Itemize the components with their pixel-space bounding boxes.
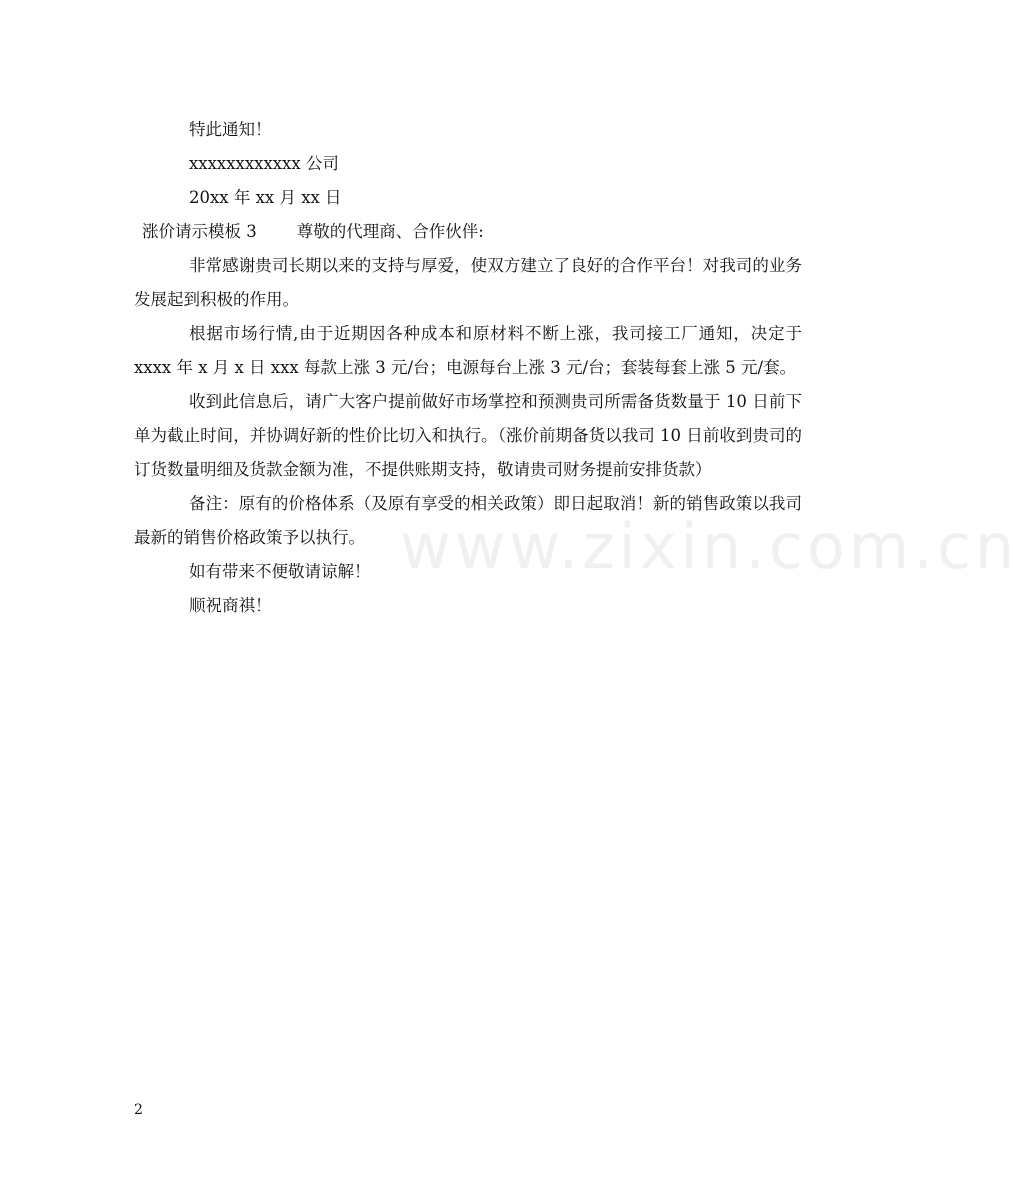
salutation: 尊敬的代理商、合作伙伴: (296, 222, 484, 241)
watermark: www.zixin.com.cn (400, 510, 1018, 583)
page-number: 2 (134, 1102, 143, 1118)
paragraph-price-increase: 根据市场行情,由于近期因各种成本和原材料不断上涨，我司接工厂通知，决定于 xxxx 年 x 月 x 日 xxx 每款上涨 3 元/台；电源每台上涨 3 元/台；套装每套上涨 5 元/套。 (134, 324, 802, 377)
closing-notice: 特此通知！ (189, 120, 272, 139)
paragraph-regards: 顺祝商祺！ (189, 596, 272, 615)
document-body (134, 113, 802, 623)
paragraph-remark: 备注：原有的价格体系（及原有享受的相关政策）即日起取消！新的销售政策以我司最新的销售价格政策予以执行。 (134, 494, 802, 547)
paragraph-thanks: 非常感谢贵司长期以来的支持与厚爱，使双方建立了良好的合作平台！对我司的业务发展起到积极的作用。 (134, 256, 802, 309)
paragraph-order-deadline: 收到此信息后，请广大客户提前做好市场掌控和预测贵司所需备货数量于 10 日前下单为截止时间，并协调好新的性价比切入和执行。（涨价前期备货以我司 10 日前收到贵司的订货数量明细及货款金额为准，不提供账期支持，敬请贵司财务提前安排货款） (134, 392, 802, 479)
template-heading (134, 215, 802, 249)
template-title: 涨价请示模板 3 (142, 222, 257, 241)
paragraph-apology: 如有带来不便敬请谅解！ (189, 562, 371, 581)
company-name: xxxxxxxxxxxx 公司 (189, 154, 339, 173)
date-line: 20xx 年 xx 月 xx 日 (189, 188, 342, 207)
